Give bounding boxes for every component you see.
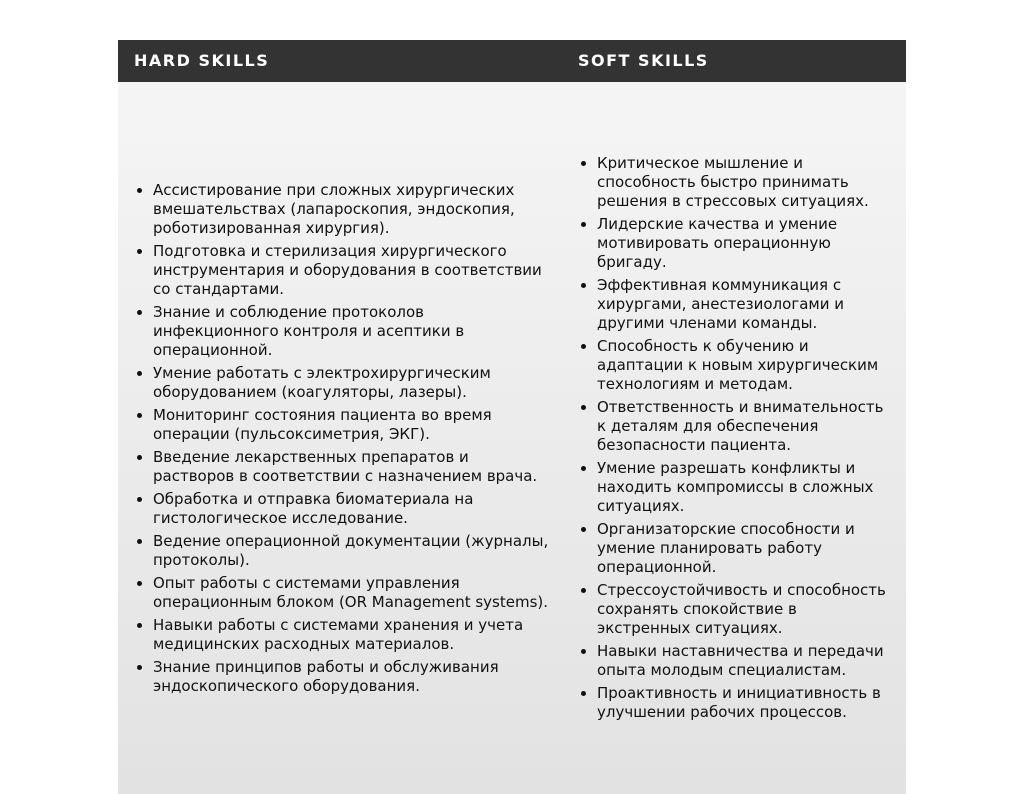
soft-skill-item: Стрессоустойчивость и способность сохранять спокойствие в экстренных ситуациях. <box>578 581 894 638</box>
hard-skill-item: Введение лекарственных препаратов и растворов в соответствии с назначением врача. <box>134 448 550 486</box>
hard-skill-item: Ведение операционной документации (журналы, протоколы). <box>134 532 550 570</box>
soft-skills-heading: SOFT SKILLS <box>578 51 709 70</box>
hard-skill-item: Мониторинг состояния пациента во время операции (пульсоксиметрия, ЭКГ). <box>134 406 550 444</box>
soft-skills-column <box>562 82 906 794</box>
hard-skills-column <box>118 82 562 794</box>
soft-skill-item: Эффективная коммуникация с хирургами, анестезиологами и другими членами команды. <box>578 276 894 333</box>
soft-skill-item: Ответственность и внимательность к деталям для обеспечения безопасности пациента. <box>578 398 894 455</box>
hard-skills-list <box>134 181 550 696</box>
hard-skill-item: Опыт работы с системами управления операционным блоком (OR Management systems). <box>134 574 550 612</box>
soft-skill-item: Организаторские способности и умение планировать работу операционной. <box>578 520 894 577</box>
hard-skill-item: Навыки работы с системами хранения и учета медицинских расходных материалов. <box>134 616 550 654</box>
hard-skill-item: Ассистирование при сложных хирургических вмешательствах (лапароскопия, эндоскопия, роботизированная хирургия). <box>134 181 550 238</box>
table-header <box>118 40 906 82</box>
soft-skill-item: Навыки наставничества и передачи опыта молодым специалистам. <box>578 642 894 680</box>
hard-skill-item: Знание и соблюдение протоколов инфекционного контроля и асептики в операционной. <box>134 303 550 360</box>
hard-skill-item: Подготовка и стерилизация хирургического инструментария и оборудования в соответствии со стандартами. <box>134 242 550 299</box>
skills-table <box>118 40 906 794</box>
hard-skill-item: Умение работать с электрохирургическим оборудованием (коагуляторы, лазеры). <box>134 364 550 402</box>
soft-skill-item: Умение разрешать конфликты и находить компромиссы в сложных ситуациях. <box>578 459 894 516</box>
hard-skill-item: Обработка и отправка биоматериала на гистологическое исследование. <box>134 490 550 528</box>
soft-skill-item: Способность к обучению и адаптации к новым хирургическим технологиям и методам. <box>578 337 894 394</box>
hard-skill-item: Знание принципов работы и обслуживания эндоскопического оборудования. <box>134 658 550 696</box>
soft-skill-item: Проактивность и инициативность в улучшении рабочих процессов. <box>578 684 894 722</box>
hard-skills-heading: HARD SKILLS <box>134 51 270 70</box>
soft-skills-list <box>578 154 894 722</box>
soft-skill-item: Лидерские качества и умение мотивировать операционную бригаду. <box>578 215 894 272</box>
soft-skill-item: Критическое мышление и способность быстро принимать решения в стрессовых ситуациях. <box>578 154 894 211</box>
